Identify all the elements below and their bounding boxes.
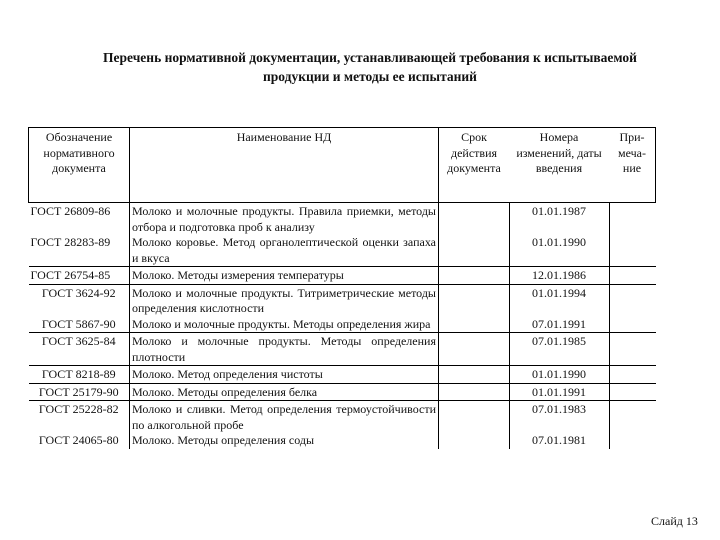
normative-documents-table — [28, 127, 656, 449]
row-date: 07.01.1983 — [509, 401, 609, 434]
row-validity — [439, 383, 510, 401]
table-row — [29, 235, 656, 267]
row-name: Молоко и молочные продукты. Методы определения плотности — [130, 333, 439, 366]
header-changes: Номера изменений, даты введения — [509, 128, 609, 203]
row-code: ГОСТ 8218-89 — [29, 366, 130, 384]
row-name: Молоко коровье. Метод органолептической оценки запаха и вкуса — [130, 235, 439, 267]
table-row — [29, 366, 656, 384]
row-notes — [609, 401, 656, 434]
row-name: Молоко и молочные продукты. Титриметрические методы определения кислотности — [130, 284, 439, 317]
row-validity — [439, 401, 510, 434]
table-row — [29, 317, 656, 333]
title-line-1: Перечень нормативной документации, устанавливающей требования к испытываемой — [103, 50, 637, 65]
header-notes: При-меча-ние — [609, 128, 656, 203]
table-header — [29, 128, 656, 203]
row-validity — [439, 317, 510, 333]
row-validity — [439, 267, 510, 285]
row-date: 12.01.1986 — [509, 267, 609, 285]
row-name: Молоко. Методы измерения температуры — [130, 267, 439, 285]
row-date: 01.01.1991 — [509, 383, 609, 401]
row-notes — [609, 317, 656, 333]
row-name: Молоко и молочные продукты. Правила приемки, методы отбора и подготовка проб к анализу — [130, 203, 439, 236]
row-code: ГОСТ 28283-89 — [29, 235, 130, 267]
row-code: ГОСТ 26754-85 — [29, 267, 130, 285]
row-validity — [439, 433, 510, 449]
row-validity — [439, 333, 510, 366]
row-code: ГОСТ 3625-84 — [29, 333, 130, 366]
row-validity — [439, 203, 510, 236]
row-notes — [609, 267, 656, 285]
row-notes — [609, 383, 656, 401]
row-validity — [439, 366, 510, 384]
header-designation: Обозначение нормативного документа — [29, 128, 130, 203]
row-date: 01.01.1994 — [509, 284, 609, 317]
row-date: 01.01.1987 — [509, 203, 609, 236]
row-date: 07.01.1981 — [509, 433, 609, 449]
row-validity — [439, 235, 510, 267]
row-name: Молоко. Методы определения белка — [130, 383, 439, 401]
table-row — [29, 267, 656, 285]
row-code: ГОСТ 24065-80 — [38, 433, 119, 447]
row-name: Молоко. Методы определения соды — [130, 433, 439, 449]
table-row — [29, 333, 656, 366]
row-notes — [609, 333, 656, 366]
row-code: ГОСТ 5867-90 — [29, 317, 130, 333]
row-code: ГОСТ 3624-92 — [41, 285, 116, 300]
title-line-2: продукции и методы ее испытаний — [263, 69, 477, 84]
table-row — [29, 383, 656, 401]
table-row — [29, 203, 656, 236]
row-name: Молоко и сливки. Метод определения термоустойчивости по алкогольной пробе — [130, 401, 439, 434]
row-notes — [609, 366, 656, 384]
slide-number: Слайд 13 — [651, 514, 698, 528]
table-row — [29, 284, 656, 317]
table-row — [29, 433, 656, 449]
header-validity: Срок действия документа — [439, 128, 510, 203]
row-name: Молоко и молочные продукты. Методы определения жира — [130, 317, 439, 333]
row-date: 01.01.1990 — [509, 366, 609, 384]
page-title — [40, 48, 700, 86]
row-notes — [609, 284, 656, 317]
row-code: ГОСТ 25179-90 — [29, 383, 130, 401]
row-date: 07.01.1985 — [509, 333, 609, 366]
row-validity — [439, 284, 510, 317]
row-code: ГОСТ 26809-86 — [30, 204, 111, 218]
row-notes — [609, 433, 656, 449]
table-row — [29, 401, 656, 434]
row-code: ГОСТ 25228-82 — [38, 402, 119, 416]
row-date: 01.01.1990 — [509, 235, 609, 267]
header-name: Наименование НД — [130, 128, 439, 203]
row-date: 07.01.1991 — [509, 317, 609, 333]
row-notes — [609, 203, 656, 236]
row-notes — [609, 235, 656, 267]
table-body — [29, 203, 656, 449]
row-name: Молоко. Метод определения чистоты — [130, 366, 439, 384]
